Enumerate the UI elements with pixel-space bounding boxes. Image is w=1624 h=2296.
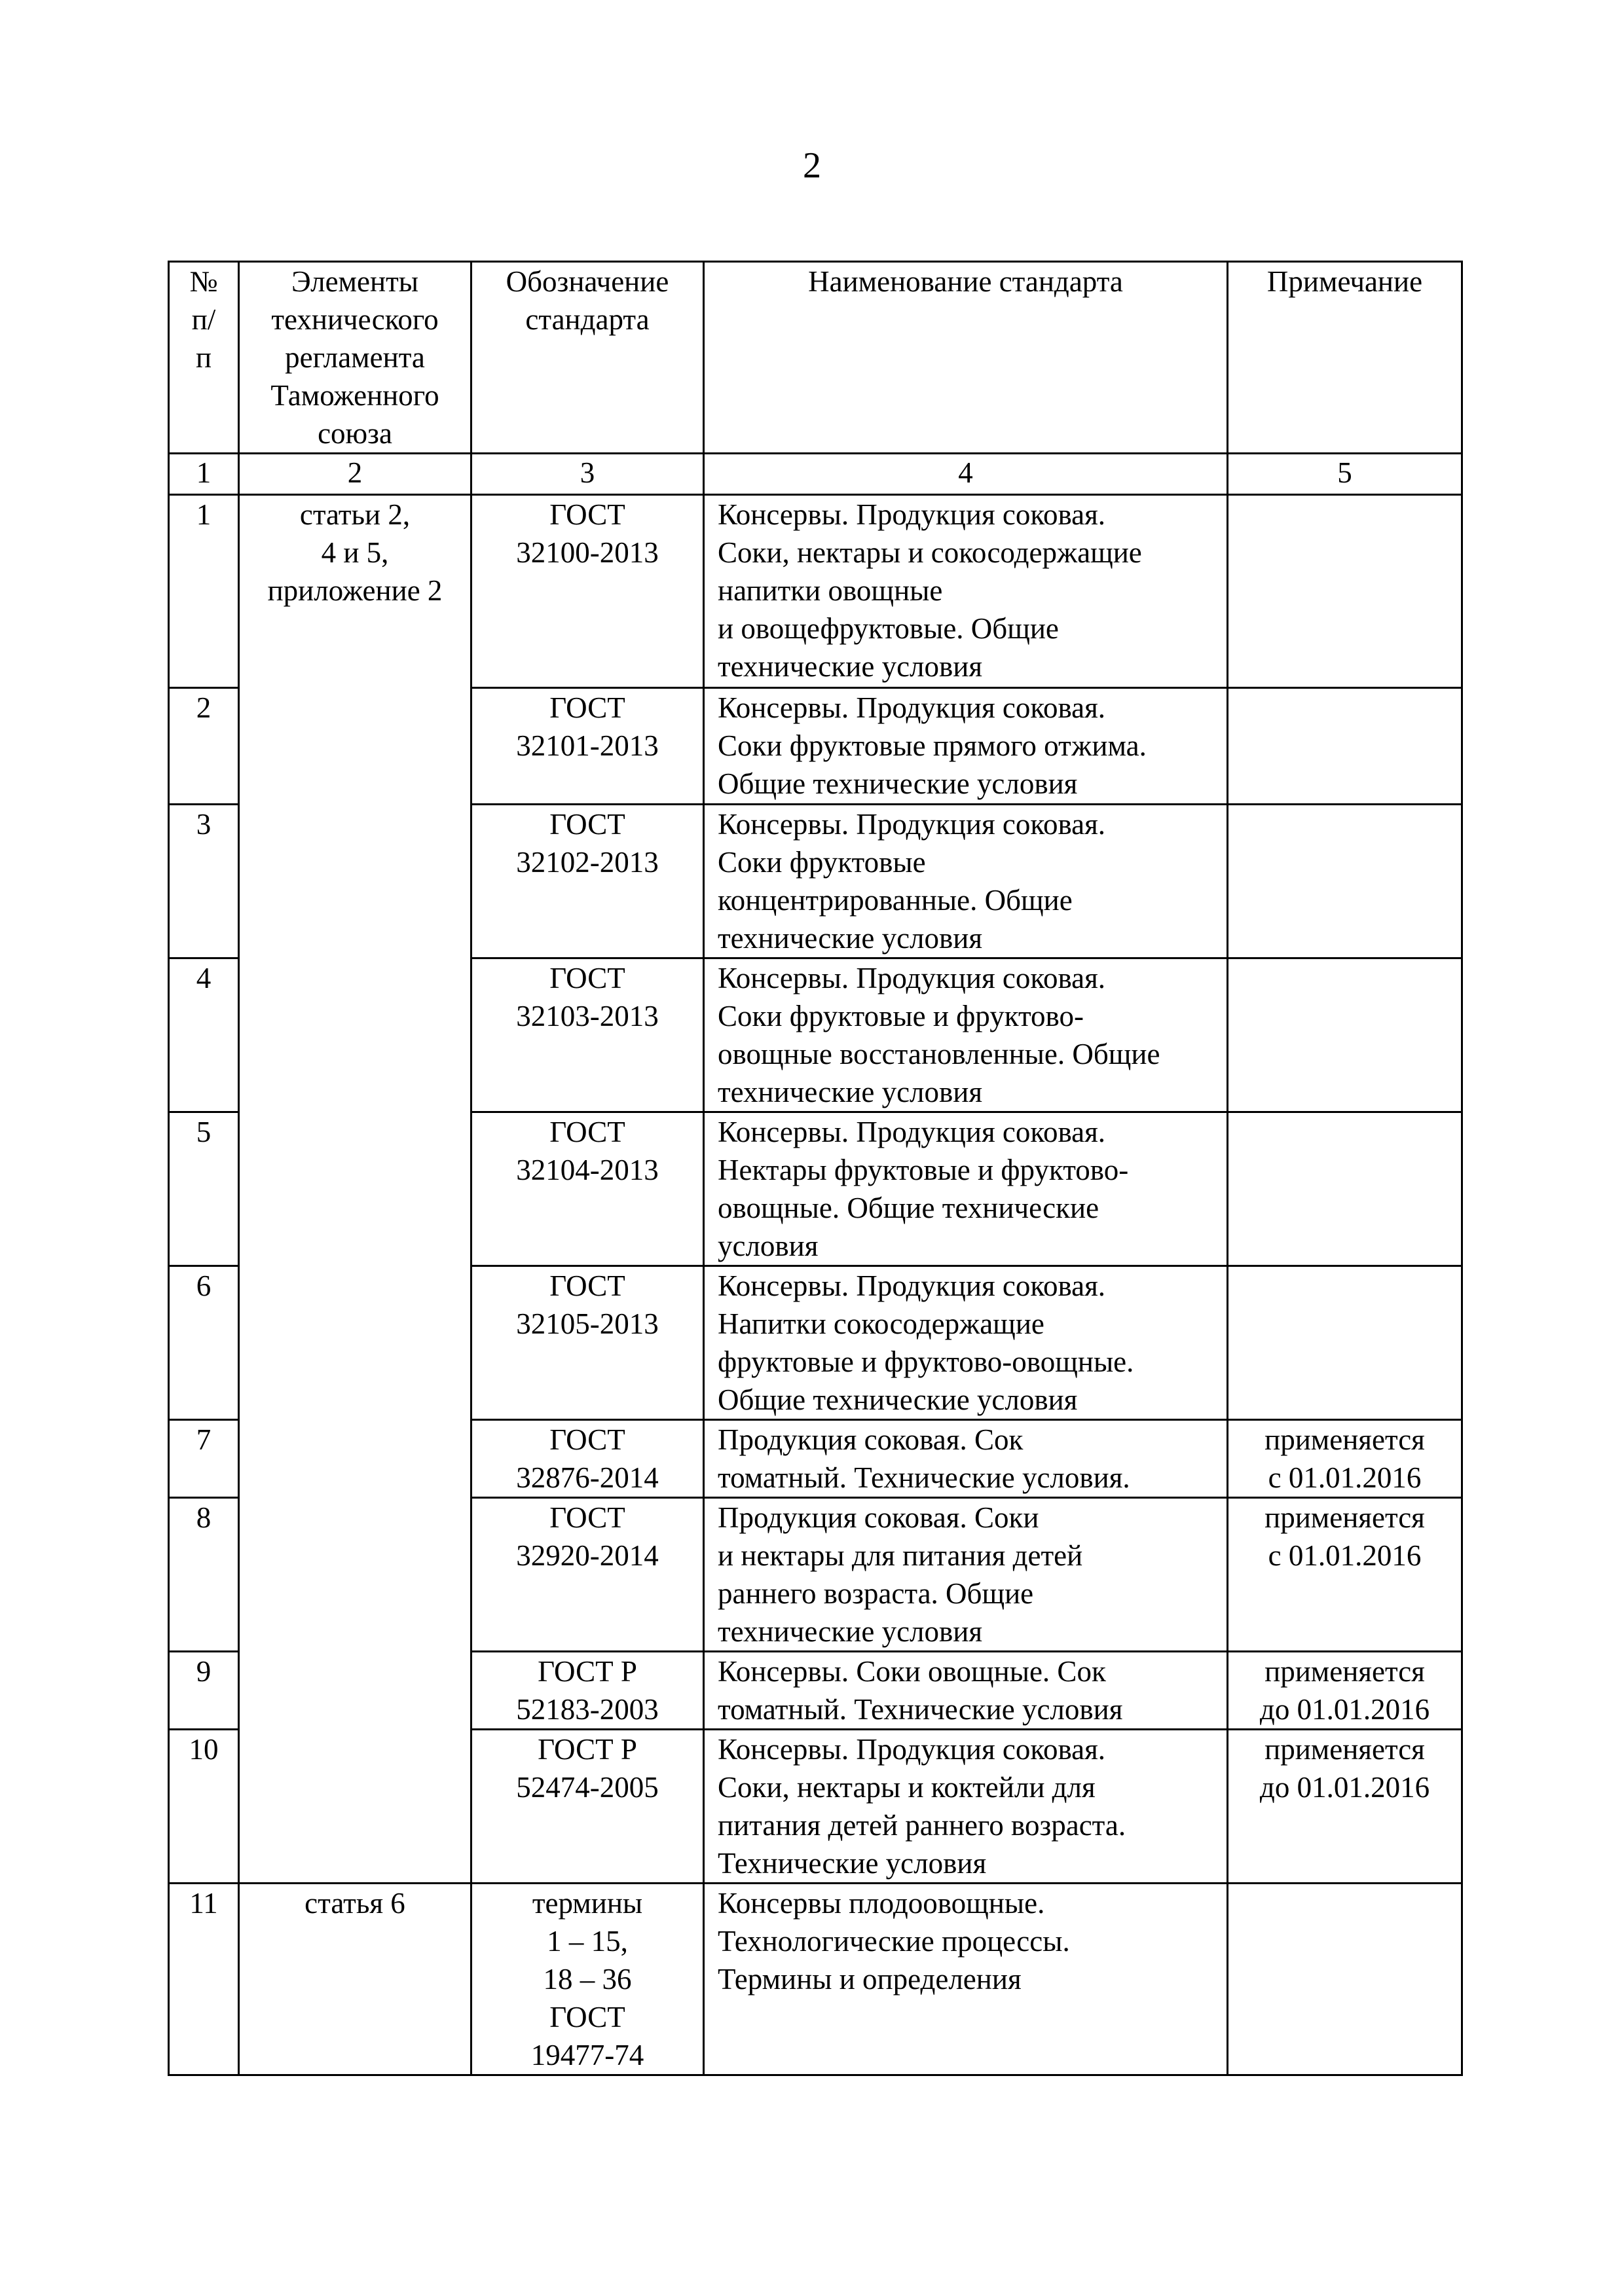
header-note: Примечание bbox=[1228, 262, 1462, 454]
row-note: применяется до 01.01.2016 bbox=[1228, 1730, 1462, 1884]
header-elements: Элементы технического регламента Таможенного союза bbox=[239, 262, 471, 454]
row-note bbox=[1228, 688, 1462, 805]
row-note bbox=[1228, 805, 1462, 958]
row-num: 1 bbox=[169, 495, 239, 688]
elements-articles-2-4-5: статьи 2, 4 и 5, приложение 2 bbox=[239, 495, 471, 1884]
row-designation: ГОСТ 32104-2013 bbox=[471, 1112, 704, 1266]
row-designation: ГОСТ Р 52474-2005 bbox=[471, 1730, 704, 1884]
row-standard-name: Консервы. Соки овощные. Сок томатный. Технические условия bbox=[704, 1652, 1228, 1730]
row-note: применяется с 01.01.2016 bbox=[1228, 1420, 1462, 1498]
row-num: 9 bbox=[169, 1652, 239, 1730]
row-designation: ГОСТ 32103-2013 bbox=[471, 958, 704, 1112]
row-standard-name: Консервы. Продукция соковая. Соки фруктовые прямого отжима. Общие технические условия bbox=[704, 688, 1228, 805]
row-standard-name: Консервы. Продукция соковая. Соки фруктовые и фруктово- овощные восстановленные. Общие технические условия bbox=[704, 958, 1228, 1112]
table-row bbox=[169, 1884, 1462, 2075]
column-number: 2 bbox=[239, 454, 471, 495]
column-number: 1 bbox=[169, 454, 239, 495]
row-note bbox=[1228, 1266, 1462, 1420]
row-designation: ГОСТ 32876-2014 bbox=[471, 1420, 704, 1498]
column-number: 4 bbox=[704, 454, 1228, 495]
row-designation: ГОСТ 32920-2014 bbox=[471, 1498, 704, 1652]
row-designation: ГОСТ 32102-2013 bbox=[471, 805, 704, 958]
row-note bbox=[1228, 495, 1462, 688]
row-designation: термины 1 – 15, 18 – 36 ГОСТ 19477-74 bbox=[471, 1884, 704, 2075]
row-num: 6 bbox=[169, 1266, 239, 1420]
table-header-row bbox=[169, 262, 1462, 454]
header-num: № п/ п bbox=[169, 262, 239, 454]
row-designation: ГОСТ Р 52183-2003 bbox=[471, 1652, 704, 1730]
row-num: 3 bbox=[169, 805, 239, 958]
row-num: 10 bbox=[169, 1730, 239, 1884]
header-designation: Обозначение стандарта bbox=[471, 262, 704, 454]
row-standard-name: Консервы. Продукция соковая. Нектары фруктовые и фруктово- овощные. Общие технические условия bbox=[704, 1112, 1228, 1266]
row-num: 11 bbox=[169, 1884, 239, 2075]
row-note: применяется с 01.01.2016 bbox=[1228, 1498, 1462, 1652]
page-number: 2 bbox=[803, 145, 821, 186]
row-designation: ГОСТ 32105-2013 bbox=[471, 1266, 704, 1420]
standards-table bbox=[168, 261, 1463, 2076]
row-designation: ГОСТ 32100-2013 bbox=[471, 495, 704, 688]
row-num: 4 bbox=[169, 958, 239, 1112]
column-number: 3 bbox=[471, 454, 704, 495]
row-note: применяется до 01.01.2016 bbox=[1228, 1652, 1462, 1730]
row-note bbox=[1228, 958, 1462, 1112]
table-row bbox=[169, 495, 1462, 688]
row-standard-name: Консервы. Продукция соковая. Соки фруктовые концентрированные. Общие технические условия bbox=[704, 805, 1228, 958]
row-standard-name: Продукция соковая. Соки и нектары для питания детей раннего возраста. Общие технические условия bbox=[704, 1498, 1228, 1652]
elements-article-6: статья 6 bbox=[239, 1884, 471, 2075]
row-standard-name: Консервы. Продукция соковая. Напитки сокосодержащие фруктовые и фруктово-овощные. Общие технические условия bbox=[704, 1266, 1228, 1420]
header-name: Наименование стандарта bbox=[704, 262, 1228, 454]
column-number-row bbox=[169, 454, 1462, 495]
row-num: 7 bbox=[169, 1420, 239, 1498]
row-note bbox=[1228, 1884, 1462, 2075]
row-standard-name: Продукция соковая. Сок томатный. Технические условия. bbox=[704, 1420, 1228, 1498]
row-standard-name: Консервы плодоовощные. Технологические процессы. Термины и определения bbox=[704, 1884, 1228, 2075]
row-note bbox=[1228, 1112, 1462, 1266]
row-num: 2 bbox=[169, 688, 239, 805]
column-number: 5 bbox=[1228, 454, 1462, 495]
row-num: 8 bbox=[169, 1498, 239, 1652]
row-standard-name: Консервы. Продукция соковая. Соки, нектары и коктейли для питания детей раннего возраста. Технические условия bbox=[704, 1730, 1228, 1884]
row-num: 5 bbox=[169, 1112, 239, 1266]
row-standard-name: Консервы. Продукция соковая. Соки, нектары и сокосодержащие напитки овощные и овощефруктовые. Общие технические условия bbox=[704, 495, 1228, 688]
row-designation: ГОСТ 32101-2013 bbox=[471, 688, 704, 805]
